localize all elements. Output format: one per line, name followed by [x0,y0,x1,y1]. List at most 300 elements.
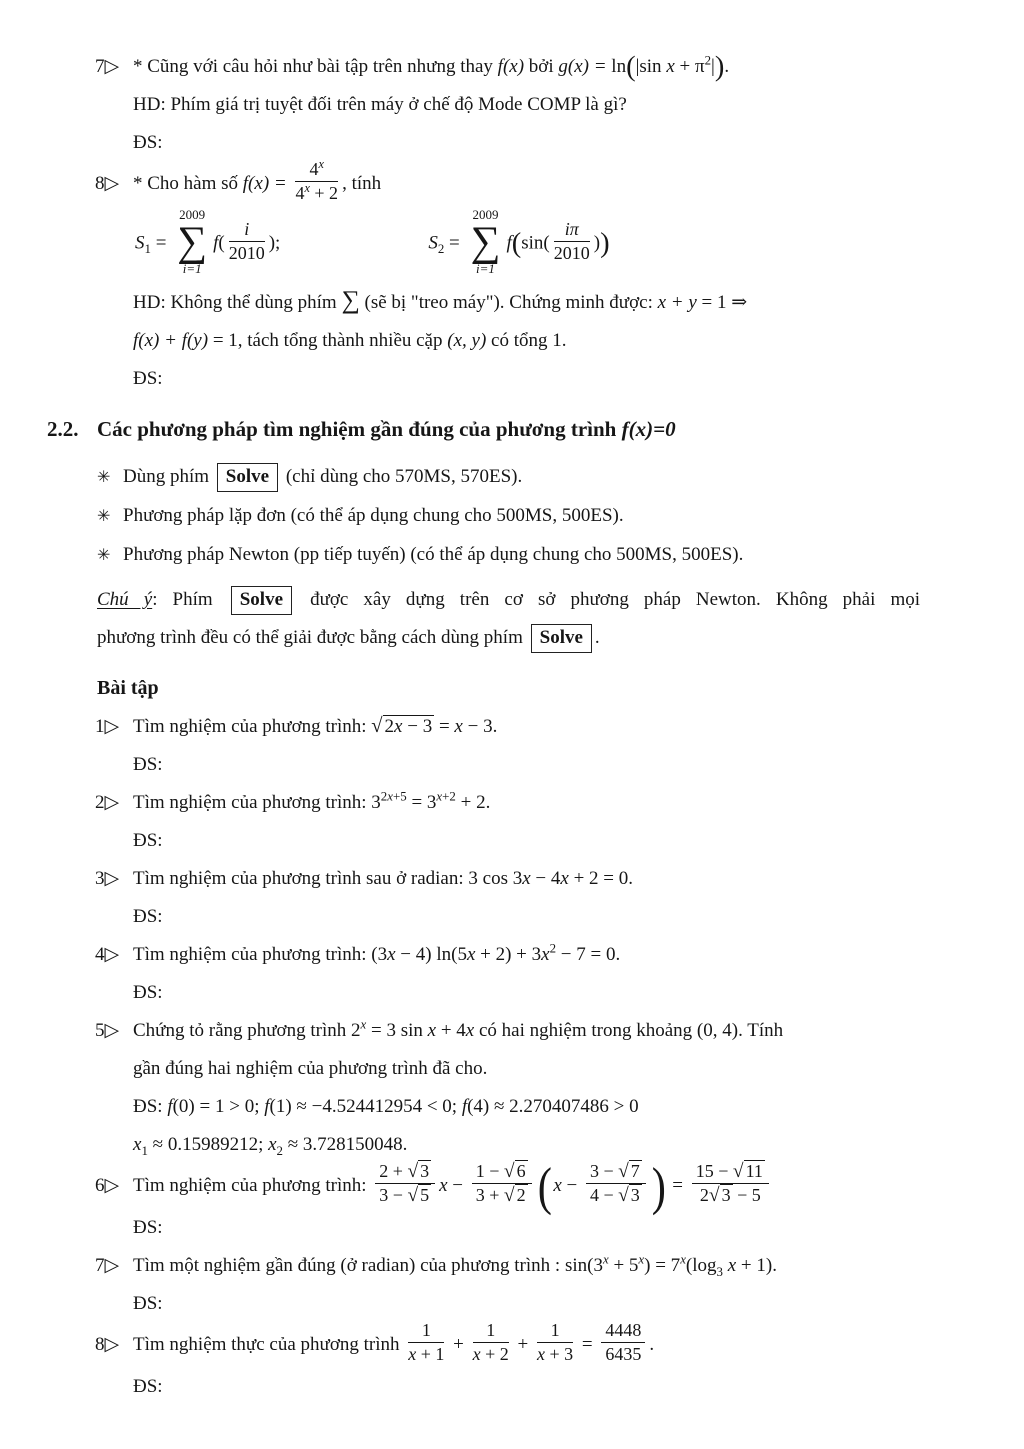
line-content [97,627,600,648]
text-run: phương trình đều có thể giải được bằng cách dùng phím [97,627,528,648]
square-root [407,1185,431,1205]
text-run: 1 [486,1320,496,1340]
line-content [133,281,747,322]
text-run: ≈ 3.728150048. [283,1134,408,1155]
line-content [133,1050,487,1088]
text-run: 4 − [589,1185,619,1205]
text-run: 2 [549,940,557,956]
fraction-denominator [473,1343,509,1365]
method-solve-key [0,458,1024,497]
text-run: x [439,1174,448,1196]
text-run: − 3 [462,716,493,737]
exercise-5-marker: 5▷ [95,1020,120,1041]
square-root [618,1161,642,1181]
text-run: (0) = 1 > 0; [172,1096,265,1117]
text-run: ĐS: [133,1293,163,1314]
exercise-4 [0,936,1024,974]
text-run: f(x)=0 [621,417,676,441]
text-run: 2 [516,1185,526,1205]
text-run: . [594,627,600,648]
text-run: Tìm nghiệm của phương trình sau ở radian: [133,868,469,889]
exercise-6-marker: 6▷ [95,1174,120,1196]
text-run: i [244,218,250,239]
summation-lower-limit: i=1 [476,261,495,276]
text-run: x [602,1251,609,1267]
text-run: Tìm nghiệm của phương trình: [133,1174,372,1196]
fraction-denominator [554,242,590,264]
radicand [744,1160,765,1181]
text-run: x [466,944,476,965]
line-content [133,784,490,822]
line-content [133,860,633,898]
superscript [381,789,407,804]
text-run: 1 − [475,1161,504,1181]
text-run: x [436,788,443,804]
text-run: = [577,1333,598,1355]
line-content [133,1088,639,1126]
text-run: HD: Không thể dùng phím [133,292,342,313]
text-run: Tìm nghiệm của phương trình: [133,944,372,965]
sigma-symbol: ∑ [177,219,208,265]
text-run: x [722,1255,737,1276]
text-run: HD: Phím giá trị tuyệt đối trên máy ở chế độ Mode COMP là gì? [133,94,627,115]
text-run: 2 [699,1185,709,1205]
text-run: + 1) [736,1255,773,1276]
exercise-8-marker: 8▷ [95,1333,120,1355]
note-line-2 [0,619,1024,657]
text-run: = 3 sin [366,1020,428,1041]
text-run: Các phương pháp tìm nghiệm gần đúng của phương trình [97,417,622,441]
text-run: 3 − [379,1185,408,1205]
line-content [133,707,497,746]
radical-sign: √ [371,715,383,737]
exercise-7-marker: 7▷ [95,1255,120,1276]
answer-7 [0,1285,1024,1323]
line-content [133,48,729,86]
answer-5-line-1 [0,1088,1024,1126]
text-run: 1 [144,241,151,257]
line-content [133,124,163,162]
line-content [133,898,163,936]
text-run: . [628,868,633,889]
text-run: − [447,1174,468,1196]
text-run: + 2 [455,792,486,813]
answer-3 [0,898,1024,936]
text-run: | [711,56,715,77]
text-run: ) [593,232,601,254]
text-run: S [428,232,438,254]
summation [177,208,207,276]
text-run: 6 [516,1161,526,1181]
answer-4 [0,974,1024,1012]
exercise-6 [0,1156,1024,1216]
text-run: sin(3 [564,1255,603,1276]
text-run: * Cũng với câu hỏi như bài tập trên nhưng thay [133,56,498,77]
text-run: (3 [371,944,388,965]
text-run: x [541,944,550,965]
radicand [515,1160,528,1181]
text-run: x [454,716,463,737]
line-content [133,1209,163,1247]
text-run: . [485,792,491,813]
square-root [371,716,434,737]
text-run: Tìm nghiệm của phương trình: [133,792,372,813]
text-run: − 4) ln(5 [395,944,467,965]
text-run: (0, 4) [696,1020,739,1041]
text-run: f(x) + f(y) [133,330,209,351]
text-run: x [666,56,675,77]
text-run: x [553,1174,562,1196]
text-run: f [264,1096,270,1117]
exercise-5 [0,1012,1024,1050]
line-content [97,589,920,610]
fraction-denominator [586,1184,646,1206]
text-run: + 4 [436,1020,466,1041]
superscript [436,789,455,804]
superscript [319,157,324,171]
text-run: = [150,232,172,254]
text-run: = 1 ⇒ [696,292,748,313]
radical-sign: √ [503,1161,515,1182]
line-content [133,746,163,784]
text-run: |sin [635,56,667,77]
square-root [709,1185,733,1205]
fraction-denominator [537,1343,573,1365]
line-content [133,1368,163,1406]
text-run: Bài tập [97,677,159,699]
hint-top-8-line-1 [0,281,1024,322]
radical-sign: √ [618,1185,629,1206]
text-run: + 2 [309,183,339,203]
text-run: (x, y) [447,330,487,351]
text-run: sin( [521,232,550,254]
sums-formula [0,207,1024,281]
radicand [629,1184,642,1205]
section-heading [0,408,1024,450]
text-run: + 2) + 3 [475,944,542,965]
fraction [692,1161,769,1206]
text-run: 2 + [379,1161,408,1181]
text-run: + π [674,56,705,77]
line-content [133,822,163,860]
text-run: 2 [384,716,395,737]
exercises-heading [0,669,1024,707]
answer-top-8 [0,360,1024,398]
exercise-5-cont [0,1050,1024,1088]
method-newton-marker: ✳ [97,547,111,564]
answer-1 [0,746,1024,784]
text-run: (4) ≈ 2.270407486 > 0 [467,1096,639,1117]
sigma-key-symbol: ∑ [341,285,360,314]
text-run: 3 [716,1263,723,1279]
text-run: gần đúng hai nghiệm của phương trình đã cho. [133,1058,488,1079]
fraction-denominator [375,1184,435,1206]
text-run: +2 [442,788,456,804]
summation-lower-limit: i=1 [182,261,202,276]
radical-sign: √ [407,1161,419,1182]
fraction-numerator [295,159,338,182]
text-run: x [560,868,569,889]
text-run: ln [611,56,627,77]
exercise-1-marker: 1▷ [95,716,120,737]
fraction [375,1161,435,1206]
text-run: 1 [550,1320,560,1340]
text-run: x [465,1020,475,1041]
text-run: x [318,157,324,171]
text-run: : Phím [152,589,228,610]
text-run: + 2 = 0 [568,868,629,889]
text-run: Chứng tỏ rằng phương trình [133,1020,351,1041]
text-run: − 4 [530,868,561,889]
radicand [629,1160,642,1181]
method-newton [0,536,1024,575]
radical-sign: √ [732,1161,744,1182]
big-paren: ( [511,228,522,259]
text-run: f [213,232,219,254]
text-run: x [387,788,393,804]
text-run: ĐS: [133,1096,168,1117]
solve-key: Solve [531,624,592,653]
fraction-numerator [692,1161,769,1184]
fraction-numerator [229,219,265,242]
fraction-numerator [554,219,590,242]
text-run: = [434,716,455,737]
text-run: 5 [420,1185,430,1205]
text-run: Phương pháp lặp đơn (có thể áp dụng chung cho 500MS, 500ES). [123,505,624,526]
exercise-8 [0,1320,1024,1368]
exercise-top-7 [0,48,1024,86]
fraction [601,1320,645,1365]
text-run: 1 [141,1142,148,1158]
text-run: 7 [630,1161,640,1181]
text-run: 2 [704,52,712,68]
radical-sign: √ [708,1185,720,1206]
text-run: (chỉ dùng cho 570MS, 570ES). [281,466,523,487]
text-run: 2 [276,1142,283,1158]
fraction-denominator [472,1184,532,1206]
fraction-numerator [472,1161,532,1184]
fraction [295,159,338,204]
radicand [515,1184,528,1205]
text-run: = [667,1174,688,1196]
square-root [504,1161,528,1181]
fraction-numerator [586,1161,646,1184]
line-content [97,669,159,707]
radical-sign: √ [407,1185,419,1206]
exercise-2-marker: 2▷ [95,792,120,813]
text-run: , tính [342,172,382,194]
method-simple-iteration [0,497,1024,536]
text-run: (sẽ bị "treo máy"). Chứng minh được: [359,292,658,313]
radicand [720,1184,733,1205]
hint-top-8-line-2 [0,322,1024,360]
text-run: − 5 [732,1185,761,1205]
text-run: + 5 [608,1255,639,1276]
fraction-denominator [295,182,338,204]
fraction [537,1320,573,1365]
big-paren: ) [600,228,610,259]
summation-upper-limit: 2009 [179,207,206,222]
text-run: x [522,868,531,889]
text-run: f(x) [497,56,525,77]
text-run: (1) ≈ −4.524412954 < 0; [269,1096,462,1117]
method-simple-iteration-marker: ✳ [97,508,111,525]
text-run: ĐS: [133,132,163,153]
text-run: ĐS: [133,906,163,927]
fraction [473,1320,509,1365]
fraction-numerator [408,1320,444,1343]
text-run: x [268,1134,277,1155]
line-content [97,408,676,450]
line-content [133,1247,777,1285]
text-run: 3 [420,1161,430,1181]
exercise-2 [0,784,1024,822]
text-run: iπ [564,218,579,239]
text-run: = [444,232,465,254]
text-run: 1 [421,1320,431,1340]
fraction [472,1161,532,1206]
text-run: 3 − [589,1161,619,1181]
answer-8 [0,1368,1024,1406]
line-content [133,1285,163,1323]
line-content [135,207,610,278]
text-run: Chú ý [97,589,153,610]
line-content [123,536,743,574]
text-run: x [638,1251,645,1267]
text-run: Dùng phím [123,466,214,487]
text-run: f [167,1096,173,1117]
square-root [733,1161,765,1181]
exercise-top-8 [0,157,1024,207]
radical-sign: √ [618,1161,629,1182]
text-run: 3 [630,1185,640,1205]
line-content [133,86,627,124]
note-line-1 [0,581,1024,619]
text-run: ≈ 0.15989212; [147,1134,269,1155]
solve-key: Solve [217,463,278,492]
text-run: . [772,1255,777,1276]
square-root [407,1161,431,1181]
fraction-numerator [601,1320,645,1343]
summation [471,208,501,276]
text-run: 11 [745,1161,763,1181]
text-run: f(x) = [242,172,292,194]
exercise-top-7-marker: 7▷ [95,56,120,77]
text-run: bởi [524,56,559,77]
text-run: . [724,56,730,77]
hint-top-7 [0,86,1024,124]
text-run: x [394,716,403,737]
method-solve-key-marker: ✳ [97,469,111,486]
text-run: f [506,232,512,254]
exercise-3-marker: 3▷ [95,868,120,889]
text-run: 3 [371,792,381,813]
answer-6 [0,1209,1024,1247]
text-run: . [649,1333,655,1355]
text-run: ĐS: [133,368,163,389]
square-root [618,1185,642,1205]
text-run: 4448 [605,1320,642,1340]
section-heading-marker: 2.2. [47,417,79,441]
sigma-symbol: ∑ [470,219,501,265]
text-run: x [680,1251,686,1267]
text-run: − 3 [402,716,433,737]
text-run: + [512,1333,534,1355]
text-run: x [133,1134,142,1155]
text-run: x + y [657,292,697,313]
text-run: ĐS: [133,1217,163,1238]
fraction-numerator [375,1161,435,1184]
text-run: 3 + [475,1185,504,1205]
text-run: ĐS: [133,982,163,1003]
text-run: 6435 [605,1344,642,1364]
text-run: ); [268,232,281,254]
exercise-7 [0,1247,1024,1285]
answer-2 [0,822,1024,860]
text-run: x [537,1344,546,1364]
text-run: (log [685,1255,717,1276]
text-run: 3 [721,1185,731,1205]
text-run: + 3 [545,1344,574,1364]
radicand [383,715,435,737]
text-run: . Tính [738,1020,784,1041]
text-run: + 1 [416,1344,445,1364]
line-content: Tìm nghiệm của phương trình: $\frac{2 + √ 3}{3 - √ 5}$ x − $\frac{1 - √ 6}{3 + √ 2}$ (x − $\frac{3 - √ 7}{4 - √ 3}$ ) = $\frac{15 - √ 11}{2√ 3 - 5}$ [133,1164,773,1209]
fraction [229,219,265,264]
square-root [504,1185,528,1205]
text-run: 2 [351,1020,361,1041]
answer-top-7 [0,124,1024,162]
line-content [133,1320,655,1368]
text-run: Tìm nghiệm thực của phương trình [133,1333,405,1355]
text-run: x [304,181,310,195]
text-run: . [615,944,621,965]
fraction [554,219,590,264]
solve-key: Solve [231,586,292,615]
text-run: ( [218,232,225,254]
radicand [418,1184,431,1205]
text-run: Tìm một nghiệm gần đúng (ở radian) của phương trình : [133,1255,565,1276]
text-run: . [492,716,498,737]
text-run: x [360,1016,367,1032]
answer-5-line-2 [0,1126,1024,1164]
text-run: 3 cos 3 [468,868,523,889]
text-run: 15 − [695,1161,733,1181]
exercise-3 [0,860,1024,898]
exercise-1 [0,707,1024,746]
text-run: = 3 [406,792,437,813]
text-run: S [135,232,145,254]
text-run: 2010 [228,242,265,263]
text-run: g(x) = [558,56,612,77]
text-run: Tìm nghiệm của phương trình: [133,716,372,737]
fraction-denominator [229,242,265,264]
summation-upper-limit: 2009 [472,207,499,222]
line-content [133,974,163,1012]
text-run: 4 [309,159,319,179]
line-content [133,1126,407,1164]
text-run: +5 [392,788,407,804]
text-run: 2 [380,788,388,804]
fraction [408,1320,444,1365]
fraction [586,1161,646,1206]
line-content [133,157,382,207]
line-content [123,497,624,535]
text-run: − [561,1174,582,1196]
text-run: − 7 = 0 [556,944,616,965]
line-content [123,458,522,496]
text-run: được xây dựng trên cơ sở phương pháp Newton. Không phải mọi [295,589,920,610]
